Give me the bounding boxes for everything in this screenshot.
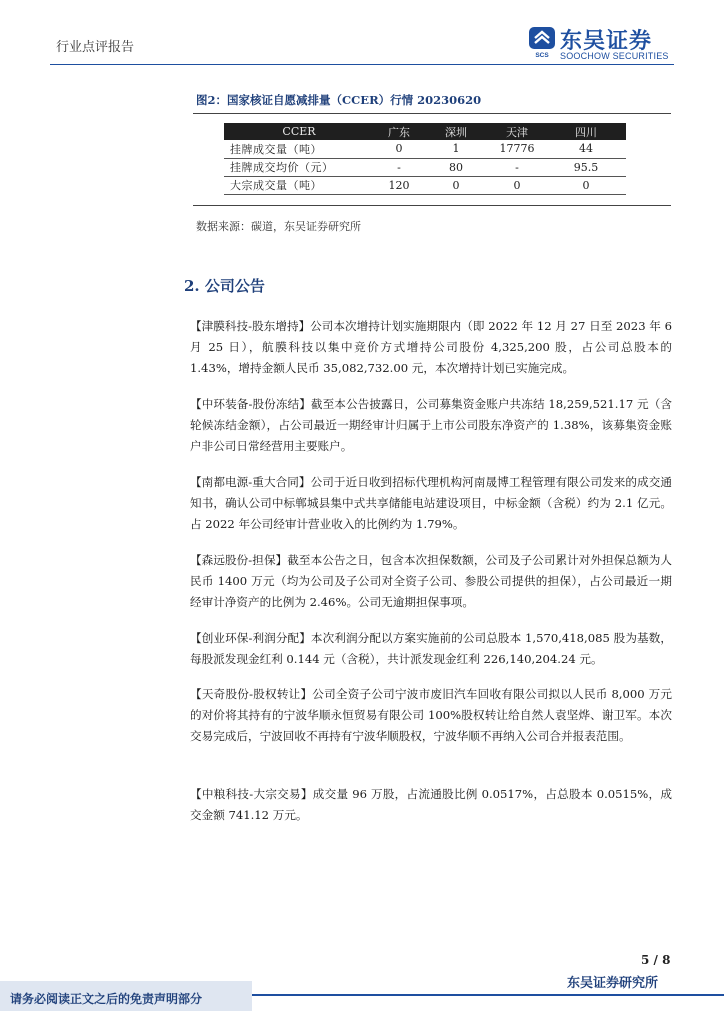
disclaimer-text: 请务必阅读正文之后的免责声明部分 xyxy=(10,992,203,1006)
logo-mark-text: SCS xyxy=(535,52,549,59)
disclaimer-banner xyxy=(0,981,252,1011)
ccer-market-table xyxy=(224,123,626,195)
announcement-paragraph: 【中环装备-股份冻结】截至本公告披露日，公司募集资金账户共冻结 18,259,521.17 元（含轮候冻结金额），占公司最近一期经审计归属于上市公司股东净资产的 1.38%，该募集资金账户非公司日常经营用主要账户。 xyxy=(190,397,672,453)
table-cell: 0 xyxy=(582,178,590,192)
header-divider xyxy=(50,64,674,65)
page-number: 5 / 8 xyxy=(641,953,671,967)
table-cell: 0 xyxy=(452,178,460,192)
table-row-label: 挂牌成交量（吨） xyxy=(230,142,322,156)
table-cell: 120 xyxy=(388,178,410,192)
table-row xyxy=(224,176,626,194)
table-header-cell: 深圳 xyxy=(424,123,488,140)
announcement-paragraph: 【中粮科技-大宗交易】成交量 96 万股，占流通股比例 0.0517%，占总股本 0.0515%，成交金额 741.12 万元。 xyxy=(190,787,672,822)
table-cell: 95.5 xyxy=(573,160,599,174)
report-type-title: 行业点评报告 xyxy=(56,40,135,55)
logo-chinese-name: 东吴证券 xyxy=(560,29,653,54)
company-logo xyxy=(527,22,677,64)
table-row-label: 大宗成交量（吨） xyxy=(230,179,322,192)
table-row-label: 挂牌成交均价（元） xyxy=(230,161,334,174)
data-source-note: 数据来源：碳道，东吴证券研究所 xyxy=(196,220,361,233)
table-cell: 1 xyxy=(452,142,460,156)
table-cell: - xyxy=(515,160,519,174)
figure-caption: 图2：国家核证自愿减排量（CCER）行情 20230620 xyxy=(196,93,482,107)
figure-top-rule xyxy=(193,113,671,114)
table-cell: 17776 xyxy=(499,142,535,156)
table-header-cell: CCER xyxy=(224,123,374,140)
logo-english-name: SOOCHOW SECURITIES xyxy=(560,51,669,61)
table-cell: 0 xyxy=(513,178,521,192)
announcement-paragraph: 【天奇股份-股权转让】公司全资子公司宁波市废旧汽车回收有限公司拟以人民币 8,000 万元的对价将其持有的宁波华顺永恒贸易有限公司 100%股权转让给自然人袁坚烨、谢卫军。本次交易完成后，宁波回收不再持有宁波华顺股权，宁波华顺不再纳入公司合并报表范围。 xyxy=(190,687,672,743)
table-row xyxy=(224,158,626,176)
announcement-paragraph: 【创业环保-利润分配】本次利润分配以方案实施前的公司总股本 1,570,418,085 股为基数，每股派发现金红利 0.144 元（含税），共计派发现金红利 226,140,204.24 元。 xyxy=(190,631,672,666)
table-header-cell: 天津 xyxy=(488,123,546,140)
section-heading: 2. 公司公告 xyxy=(184,277,265,295)
announcement-paragraph: 【津膜科技-股东增持】公司本次增持计划实施期限内（即 2022 年 12 月 27 日至 2023 年 6 月 25 日），航膜科技以集中竞价方式增持公司股份 4,325,200 股，占公司总股本的 1.43%，增持金额人民币 35,082,732.00 元，本次增持计划已实施完成。 xyxy=(190,319,672,375)
table-cell: 44 xyxy=(579,142,593,156)
table-row xyxy=(224,140,626,158)
table-header-cell: 广东 xyxy=(374,123,424,140)
scs-logo-icon xyxy=(527,25,557,59)
table-header-cell: 四川 xyxy=(546,123,626,140)
table-header-row xyxy=(224,123,626,140)
figure-bottom-rule xyxy=(193,205,671,206)
table-cell: 80 xyxy=(449,160,463,174)
footer-organization: 东吴证券研究所 xyxy=(567,976,659,991)
table-cell: 0 xyxy=(395,142,403,156)
announcement-paragraph: 【森远股份-担保】截至本公告之日，包含本次担保数额，公司及子公司累计对外担保总额为人民币 1400 万元（均为公司及子公司对全资子公司、参股公司提供的担保），占公司最近一期经审计净资产的比例为 2.46%。公司无逾期担保事项。 xyxy=(190,553,672,609)
table-cell: - xyxy=(397,160,401,174)
announcement-paragraph: 【南都电源-重大合同】公司于近日收到招标代理机构河南晟博工程管理有限公司发来的成交通知书，确认公司中标郸城县集中式共享储能电站建设项目，中标金额（含税）约为 2.1 亿元。占 2022 年公司经审计营业收入的比例约为 1.79%。 xyxy=(190,475,672,531)
